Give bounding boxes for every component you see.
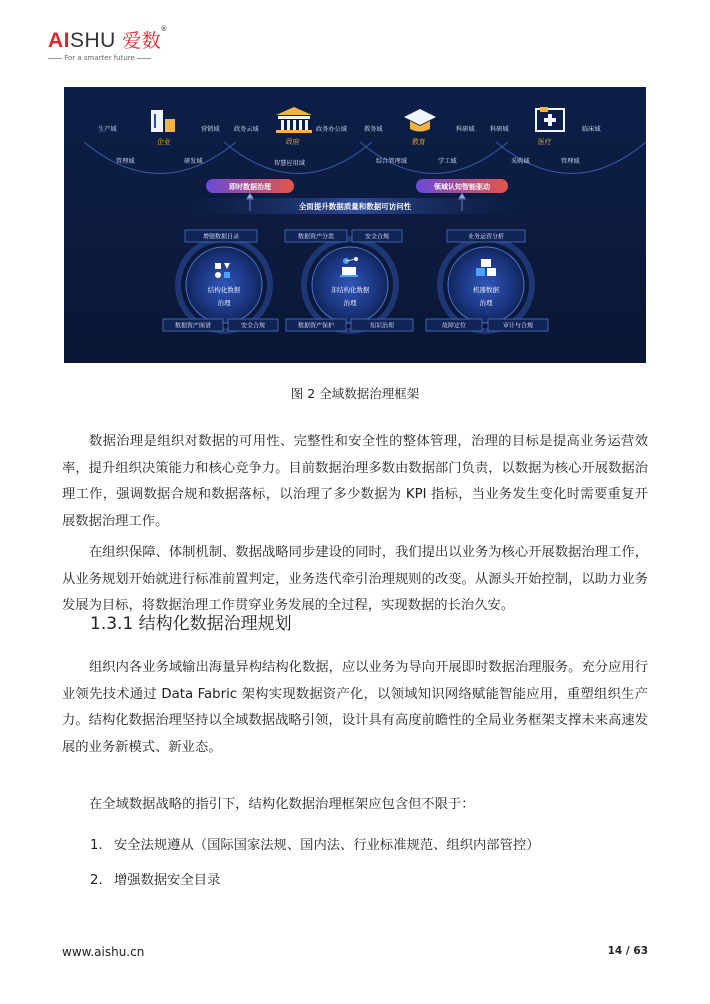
body-paragraph: 在组织保障、体制机制、数据战略同步建设的同时，我们提出以业务为核心开展数据治理工作，从业务规划开始就进行标准前置判定，业务迭代牵引治理规则的改变。从源头开始控制，以助力业务发展为目标，将数据治理工作贯穿业务发展的全过程，实现数据的长治久安。 (62, 545, 648, 613)
domain-label: 生产域 (98, 126, 117, 133)
list-item (90, 869, 220, 888)
logo-ai: AI (48, 29, 70, 52)
domain-label: 研发域 (184, 158, 203, 165)
brand-logo (48, 26, 248, 66)
pill-left-label: 即时数据治理 (229, 183, 271, 191)
domain-label: 管理域 (116, 158, 135, 165)
figure-caption: 图 2 全域数据治理框架 (290, 386, 420, 401)
tag-text: 数据资产分类 (297, 233, 335, 241)
logo-cn: 爱数 (122, 31, 162, 52)
domain-label: 临床域 (582, 126, 601, 133)
structured-circle (178, 239, 270, 331)
list-item (90, 834, 540, 853)
tag-text: 故障定位 (441, 322, 467, 330)
list-text: 安全法规遵从（国际国家法规、国内法、行业标准规范、组织内部管控） (114, 838, 540, 853)
section-heading: 1.3.1 结构化数据治理规划 (90, 614, 292, 634)
domain-label: 综合管理域 (376, 158, 407, 165)
domain-label: 智慧应用域 (274, 160, 305, 167)
section-paragraph: 在全域数据战略的指引下，结构化数据治理框架应包含但不限于： (89, 797, 475, 812)
circle-label: 结构化数据 (207, 286, 241, 294)
domain-name: 政府 (286, 138, 300, 146)
section-paragraph: 组织内各业务域输出海量异构结构化数据，应以业务为导向开展即时数据治理服务。充分应用行业领先技术通过 Data Fabric 架构实现数据资产化，以领域知识网络赋能智能应用，重塑组织生产力。结构化数据治理坚持以全域数据战略引领，设计具有高度前瞻性的全局业务框架支撑未来高速发展的业务新模式、新业态。 (62, 660, 648, 755)
tag-text: 增强数据目录 (202, 233, 240, 241)
circle-label: 治理 (343, 299, 357, 307)
logo-tagline-row (48, 54, 248, 62)
tag-text: 知识治理 (369, 322, 395, 330)
tag-text: 安全合规 (364, 233, 390, 241)
logo-wordmark (48, 26, 248, 53)
pill-right-label: 领域认知智能驱动 (434, 183, 490, 191)
circle-label: 非结构化数据 (330, 286, 370, 294)
domain-label: 教务域 (364, 126, 383, 133)
tag-text: 数据资产图谱 (174, 322, 212, 330)
body-paragraph: 数据治理是组织对数据的可用性、完整性和安全性的整体管理，治理的目标是提高业务运营效率，提升组织决策能力和核心竞争力。目前数据治理多数由数据部门负责，以数据为核心开展数据治理工作，强调数据合规和数据落标，以治理了多少数据为 KPI 指标，当业务发生变化时需要重复开展数据治理工作。 (62, 434, 648, 529)
tag-text: 业务运营分析 (467, 233, 505, 241)
tag-text: 安全合规 (240, 322, 266, 330)
domain-label: 采购域 (511, 158, 530, 165)
tag-text: 数据资产保护 (297, 322, 335, 330)
domain-name: 企业 (157, 138, 171, 146)
domain-label: 营销域 (201, 126, 220, 133)
circle-label: 治理 (479, 299, 493, 307)
domain-label: 管理域 (561, 158, 580, 165)
machine-circle (440, 239, 532, 331)
domain-label: 政务云域 (234, 126, 259, 133)
logo-shu: SHU (70, 29, 116, 52)
list-text: 增强数据安全目录 (114, 873, 221, 888)
circle-label: 机器数据 (473, 286, 499, 294)
tag-text: 审计与合规 (502, 322, 534, 330)
domain-label: 科研域 (490, 126, 509, 133)
unstructured-circle (304, 239, 396, 331)
circle-label: 治理 (217, 299, 231, 307)
domain-name: 教育 (412, 138, 426, 146)
center-banner-text: 全面提升数据质量和数据可访问性 (298, 202, 412, 211)
domain-label: 政务办公域 (316, 126, 347, 133)
domain-name: 医疗 (538, 138, 552, 146)
list-number: 1. (90, 838, 103, 853)
domain-label: 学工域 (438, 158, 457, 165)
list-number: 2. (90, 873, 103, 888)
footer-page-number: 14 / 63 (607, 945, 648, 957)
governance-framework-figure (64, 87, 646, 363)
logo-tagline: For a smarter future (64, 54, 135, 62)
logo-registered: ® (161, 26, 167, 33)
footer-website[interactable]: www.aishu.cn (62, 945, 145, 959)
domain-label: 科研域 (456, 126, 475, 133)
